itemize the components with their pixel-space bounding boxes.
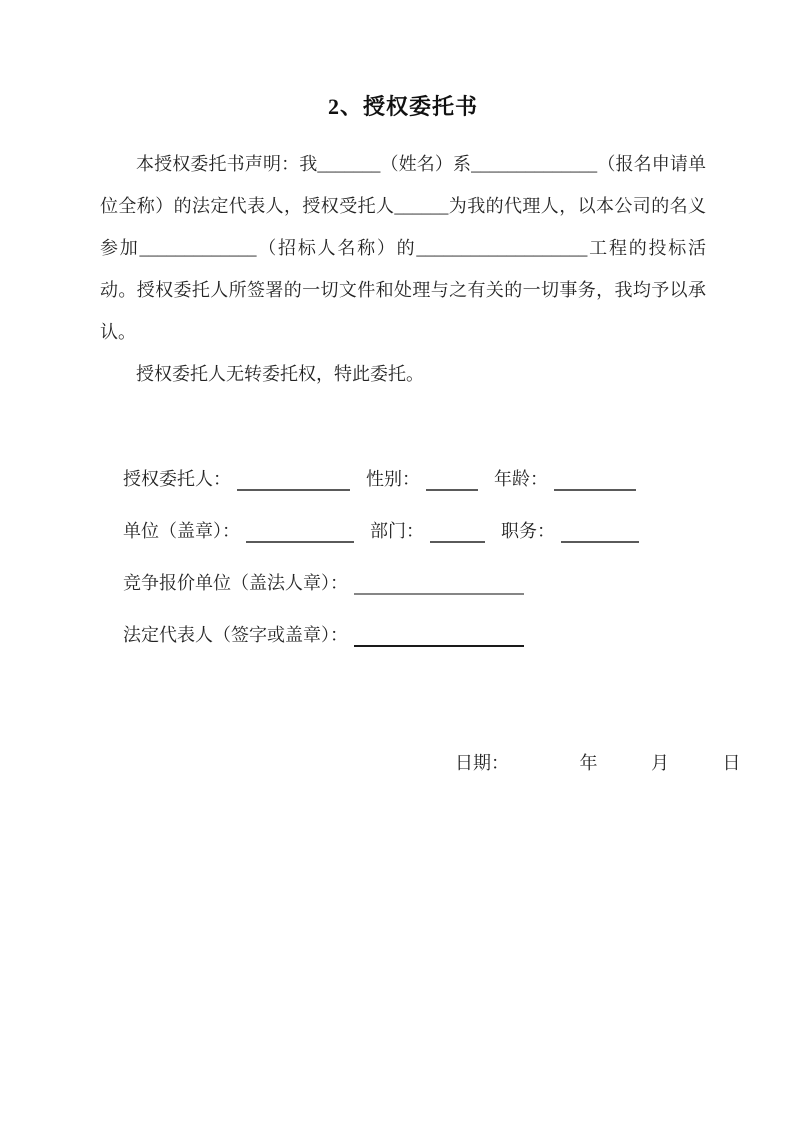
field-label-legal-representative: 法定代表人（签字或盖章）： xyxy=(123,625,348,645)
field-label-unit-seal: 单位（盖章）： xyxy=(123,521,240,541)
date-day-label: 日 xyxy=(722,753,741,773)
form-block xyxy=(100,445,706,653)
blank-line-age[interactable] xyxy=(554,469,636,491)
blank-line-principal[interactable] xyxy=(237,469,350,491)
blank-line-bidding-unit[interactable] xyxy=(354,573,524,595)
page-title: 2、授权委托书 xyxy=(327,94,478,119)
blank-line-department[interactable] xyxy=(430,521,485,543)
form-row-principal xyxy=(123,445,706,497)
body-text xyxy=(100,143,706,395)
field-label-bidding-unit: 竞争报价单位（盖法人章）： xyxy=(123,573,348,593)
blank-line-gender[interactable] xyxy=(426,469,478,491)
form-row-bidding-unit xyxy=(123,549,706,601)
form-row-unit xyxy=(123,497,706,549)
no-delegation-paragraph: 授权委托人无转委托权，特此委托。 xyxy=(136,364,424,384)
blank-line-legal-representative[interactable] xyxy=(354,625,524,647)
date-year-label: 年 xyxy=(579,753,598,773)
blank-line-unit[interactable] xyxy=(246,521,354,543)
field-label-age: 年龄： xyxy=(494,469,548,489)
blank-line-position[interactable] xyxy=(561,521,639,543)
declaration-paragraph: 本授权委托书声明：我_______（姓名）系______________（报名申请单位全称）的法定代表人，授权受托人______为我的代理人，以本公司的名义参加_____________（招标人名称）的___________________工程的投标活动。授权委托人所签署的一切文件和处理与之有关的一切事务，我均予以承认。 xyxy=(100,154,706,342)
date-line xyxy=(100,750,741,776)
field-label-position: 职务： xyxy=(501,521,555,541)
field-label-department: 部门： xyxy=(370,521,424,541)
document-content xyxy=(100,92,741,776)
date-label: 日期： xyxy=(455,753,509,773)
field-label-principal: 授权委托人： xyxy=(123,469,231,489)
field-label-gender: 性别： xyxy=(366,469,420,489)
form-row-legal-representative xyxy=(123,601,706,653)
date-month-label: 月 xyxy=(651,753,669,773)
